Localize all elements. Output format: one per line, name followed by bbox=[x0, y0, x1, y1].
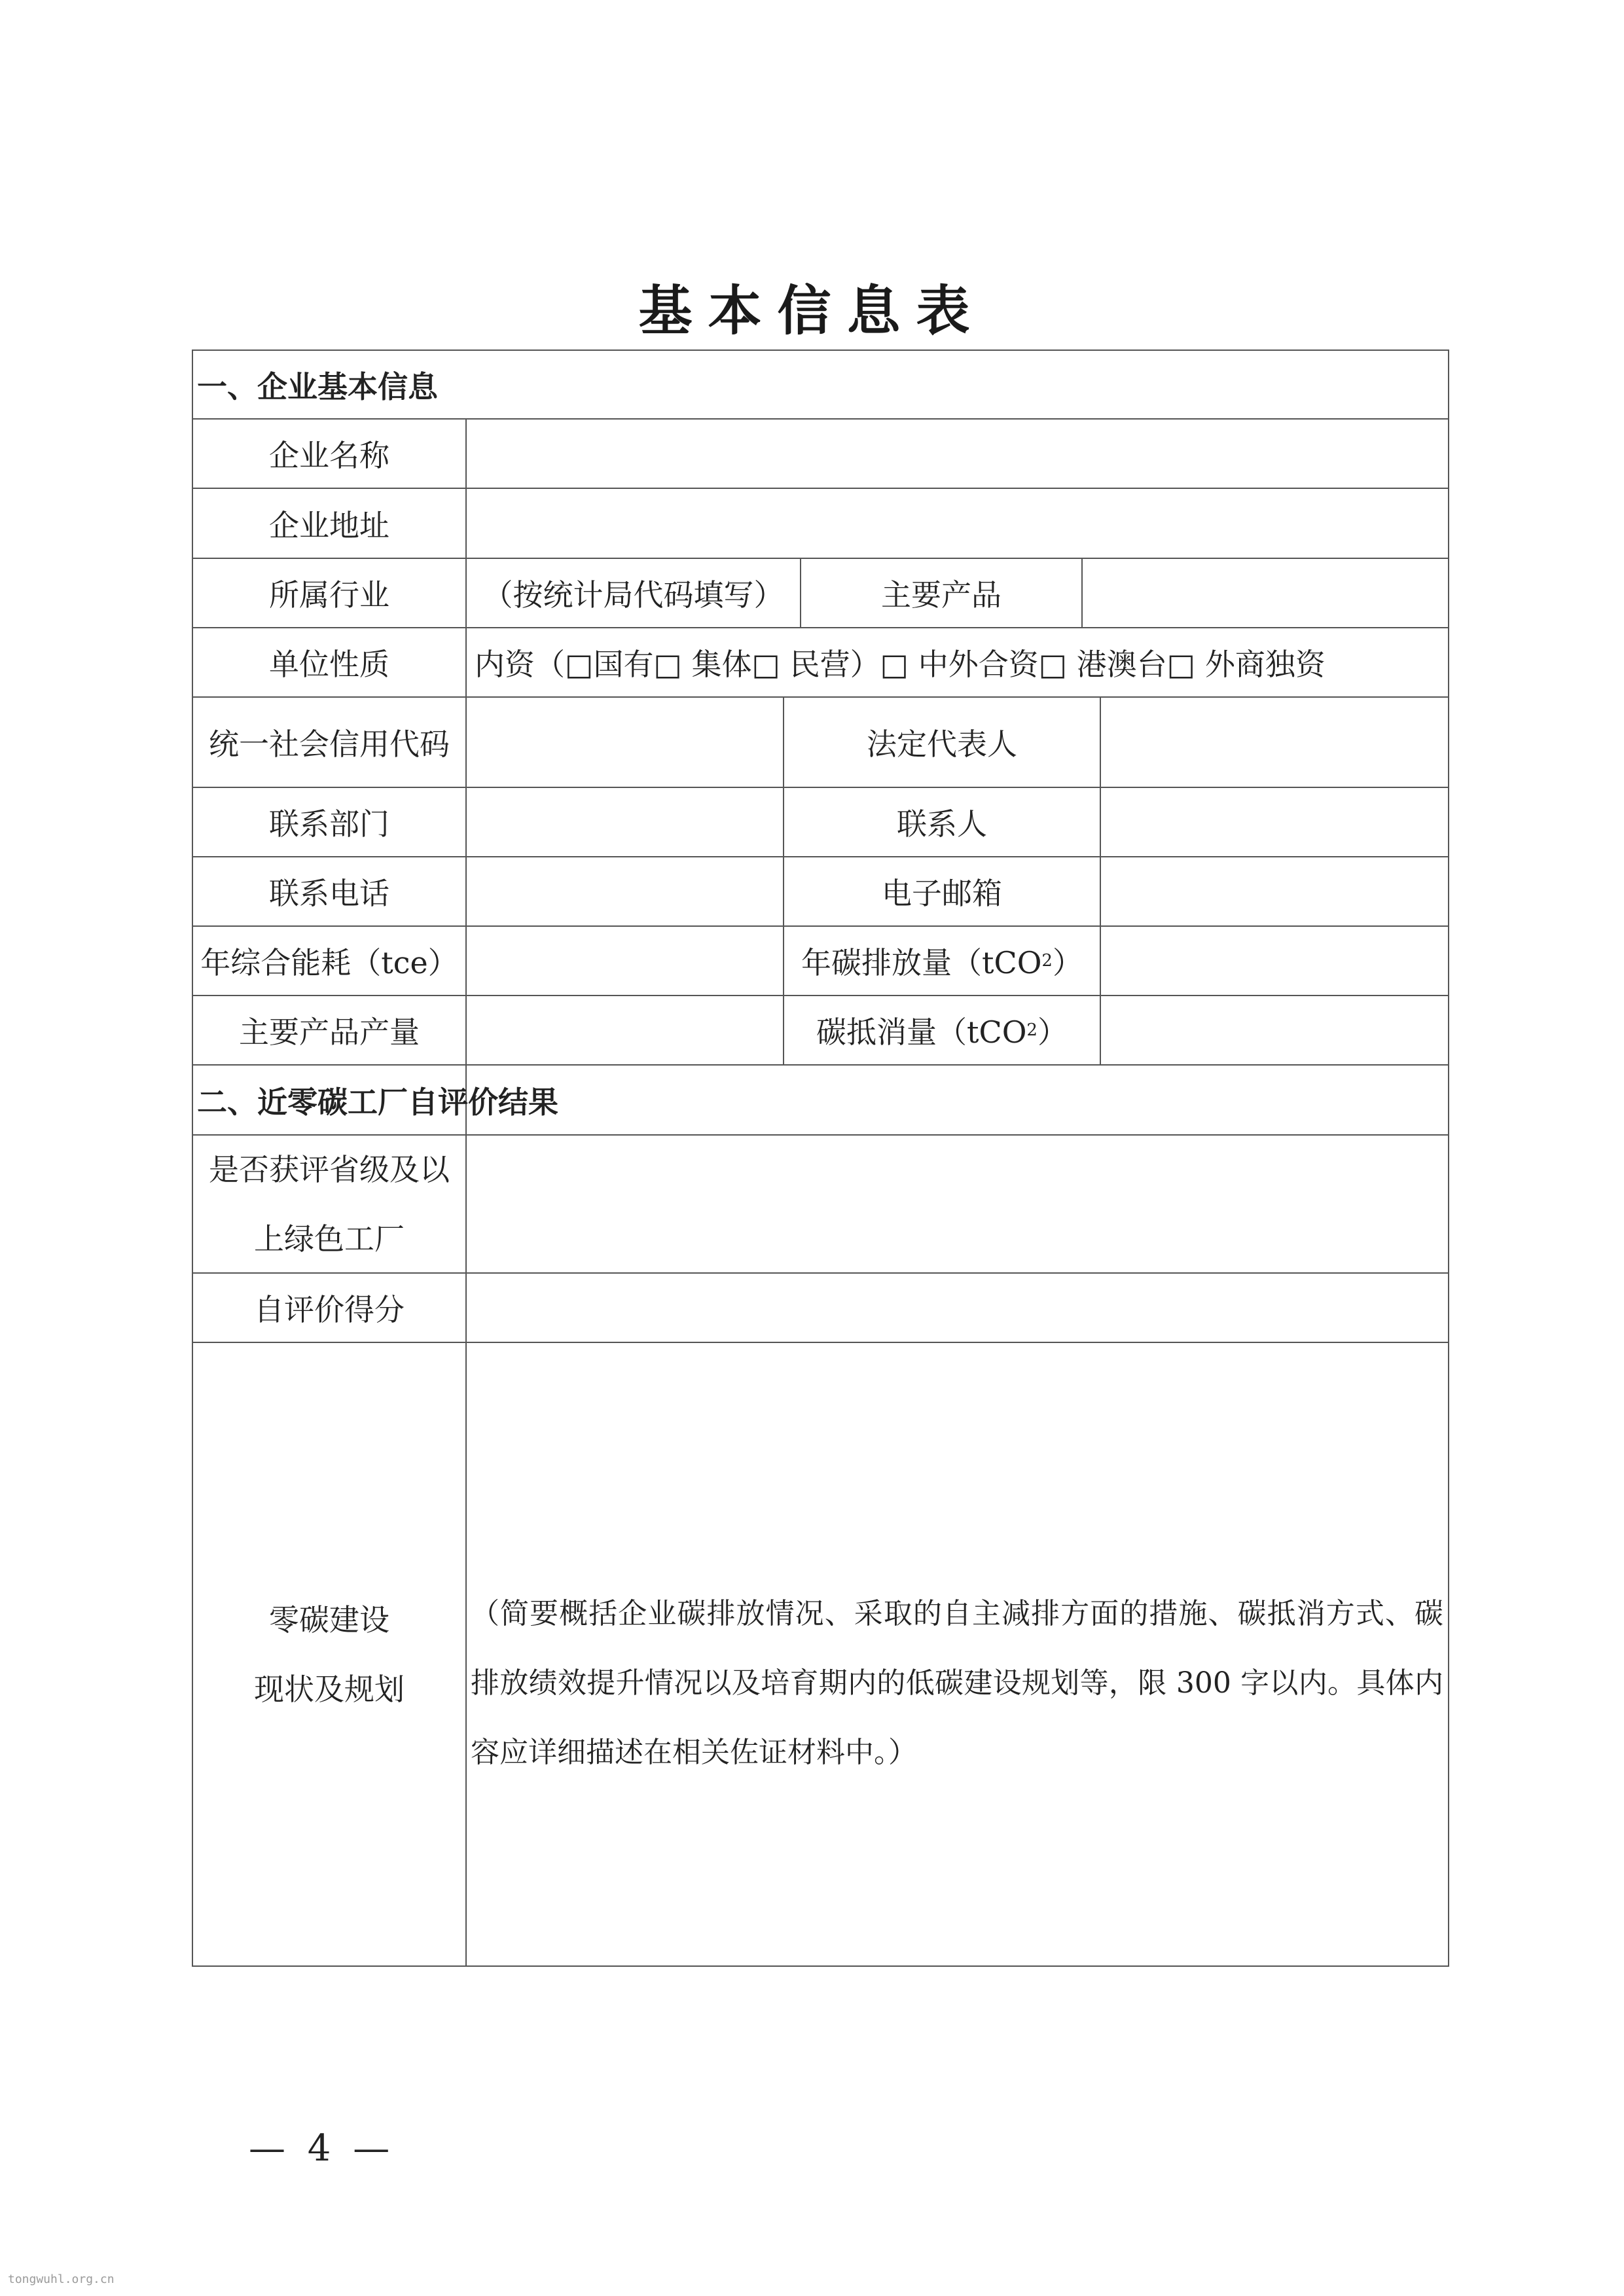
unit-nature-label: 单位性质 bbox=[269, 647, 389, 682]
offset-label: 碳抵消量（tCO 2 ） bbox=[816, 1014, 1068, 1050]
section1-heading: 一、企业基本信息 bbox=[197, 368, 438, 404]
basic-info-form bbox=[192, 350, 1449, 1967]
green-factory-label bbox=[193, 1136, 465, 1272]
offset-field[interactable] bbox=[1101, 996, 1448, 1064]
email-field[interactable] bbox=[1101, 857, 1448, 925]
emission-label: 年碳排放量（tCO 2 ） bbox=[801, 945, 1083, 980]
company-name-field[interactable] bbox=[467, 420, 1448, 488]
unit-nature-options[interactable]: 内资（□国有□ 集体□ 民营）□ 中外合资□ 港澳台□ 外商独资 bbox=[475, 647, 1326, 682]
green-factory-label-line1: 是否获评省级及以 bbox=[209, 1151, 450, 1187]
company-address-field[interactable] bbox=[467, 489, 1448, 558]
page-number: — 4 — bbox=[249, 2127, 395, 2170]
legal-rep-label: 法定代表人 bbox=[867, 726, 1017, 762]
contact-person-field[interactable] bbox=[1101, 788, 1448, 856]
emission-field[interactable] bbox=[1101, 927, 1448, 995]
credit-code-label: 统一社会信用代码 bbox=[209, 726, 450, 762]
plan-hint-text: （简要概括企业碳排放情况、采取的自主减排方面的措施、碳抵消方式、碳排放绩效提升情况以及培育期内的低碳建设规划等，限 300 字以内。具体内容应详细描述在相关佐证材料中。） bbox=[471, 1597, 1443, 1769]
plan-label bbox=[193, 1343, 465, 1965]
page-title: 基本信息表 bbox=[638, 279, 986, 342]
contact-phone-field[interactable] bbox=[467, 857, 783, 925]
watermark: tongwuhl.org.cn bbox=[8, 2272, 115, 2286]
company-address-label: 企业地址 bbox=[269, 507, 389, 543]
email-label: 电子邮箱 bbox=[882, 876, 1002, 911]
green-factory-field[interactable] bbox=[467, 1136, 1448, 1272]
plan-field[interactable] bbox=[467, 1343, 1448, 1965]
self-score-label: 自评价得分 bbox=[254, 1292, 405, 1327]
plan-label-line2: 现状及规划 bbox=[254, 1671, 405, 1707]
energy-field[interactable] bbox=[467, 927, 783, 995]
industry-label: 所属行业 bbox=[269, 577, 389, 613]
plan-label-line1: 零碳建设 bbox=[269, 1602, 389, 1638]
company-name-label: 企业名称 bbox=[269, 438, 389, 473]
contact-person-label: 联系人 bbox=[897, 806, 987, 842]
contact-dept-field[interactable] bbox=[467, 788, 783, 856]
self-score-field[interactable] bbox=[467, 1274, 1448, 1342]
industry-field[interactable]: （按统计局代码填写） bbox=[482, 577, 784, 613]
energy-label: 年综合能耗（tce） bbox=[200, 945, 458, 980]
legal-rep-field[interactable] bbox=[1101, 698, 1448, 787]
credit-code-field[interactable] bbox=[467, 698, 783, 787]
section2-heading: 二、近零碳工厂自评价结果 bbox=[197, 1084, 558, 1120]
main-products-field[interactable] bbox=[1083, 559, 1448, 627]
main-products-label: 主要产品 bbox=[881, 577, 1001, 613]
contact-phone-label: 联系电话 bbox=[269, 876, 389, 911]
output-field[interactable] bbox=[467, 996, 783, 1064]
contact-dept-label: 联系部门 bbox=[269, 806, 389, 842]
green-factory-label-line2: 上绿色工厂 bbox=[254, 1221, 405, 1257]
output-label: 主要产品产量 bbox=[239, 1014, 420, 1050]
